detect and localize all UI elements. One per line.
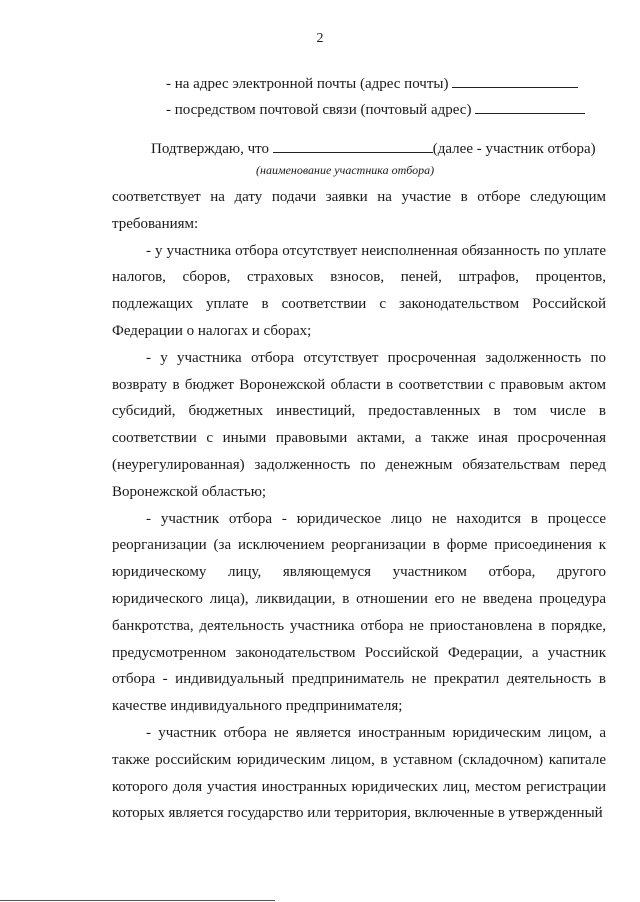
requirement-reorganization: - участник отбора - юридическое лицо не находится в процессе реорганизации (за исключением реорганизации в форме присоединения к юридическому лицу, являющемуся участником отбора, другого юридического лица), ликвидации, в отношении его не введена процедура банкротства, деятельность участника отбора не приостановлена в порядке, предусмотренном законодательством Российской Федерации, а участник отбора - индивидуальный предприниматель не прекратил деятельность в качестве индивидуального предпринимателя; [112,510,606,715]
postal-line [166,100,585,119]
email-line [166,74,578,93]
footer-rule [0,900,275,901]
confirmation-prefix: Подтверждаю, что [151,141,270,157]
participant-name-caption: (наименование участника отбора) [256,163,435,177]
confirmation-suffix: (далее - участник отбора) [432,141,596,157]
intro-paragraph: соответствует на дату подачи заявки на участие в отборе следующим требованиям: [112,189,606,232]
postal-blank [475,100,585,114]
requirement-taxes: - у участника отбора отсутствует неисполненная обязанность по уплате налогов, сборов, страховых взносов, пеней, штрафов, процентов, подлежащих уплате в соответствии с законодательством Российской Федерации о налогах и сборах; [112,242,606,339]
email-label: - на адрес электронной почты (адрес почты) [166,76,449,92]
requirement-foreign-entity: - участник отбора не является иностранным юридическим лицом, а также российским юридическим лицом, в уставном (складочном) капитале которого доля участия иностранных юридических лиц, местом регистрации которых является государство или территория, включенные в утвержденный [112,724,606,822]
requirement-budget-debt: - у участника отбора отсутствует просроченная задолженность по возврату в бюджет Воронежской области в соответствии с правовым актом субсидий, бюджетных инвестиций, предоставленных в том числе в соответствии с иными правовыми актами, а также иная просроченная (неурегулированная) задолженность по денежным обязательствам перед Воронежской областью; [112,349,606,500]
email-blank [452,74,578,88]
body-text [112,184,606,827]
page-number: 2 [316,31,324,46]
participant-name-blank [273,139,433,153]
postal-label: - посредством почтовой связи (почтовый адрес) [166,102,472,118]
confirmation-line [151,139,596,158]
